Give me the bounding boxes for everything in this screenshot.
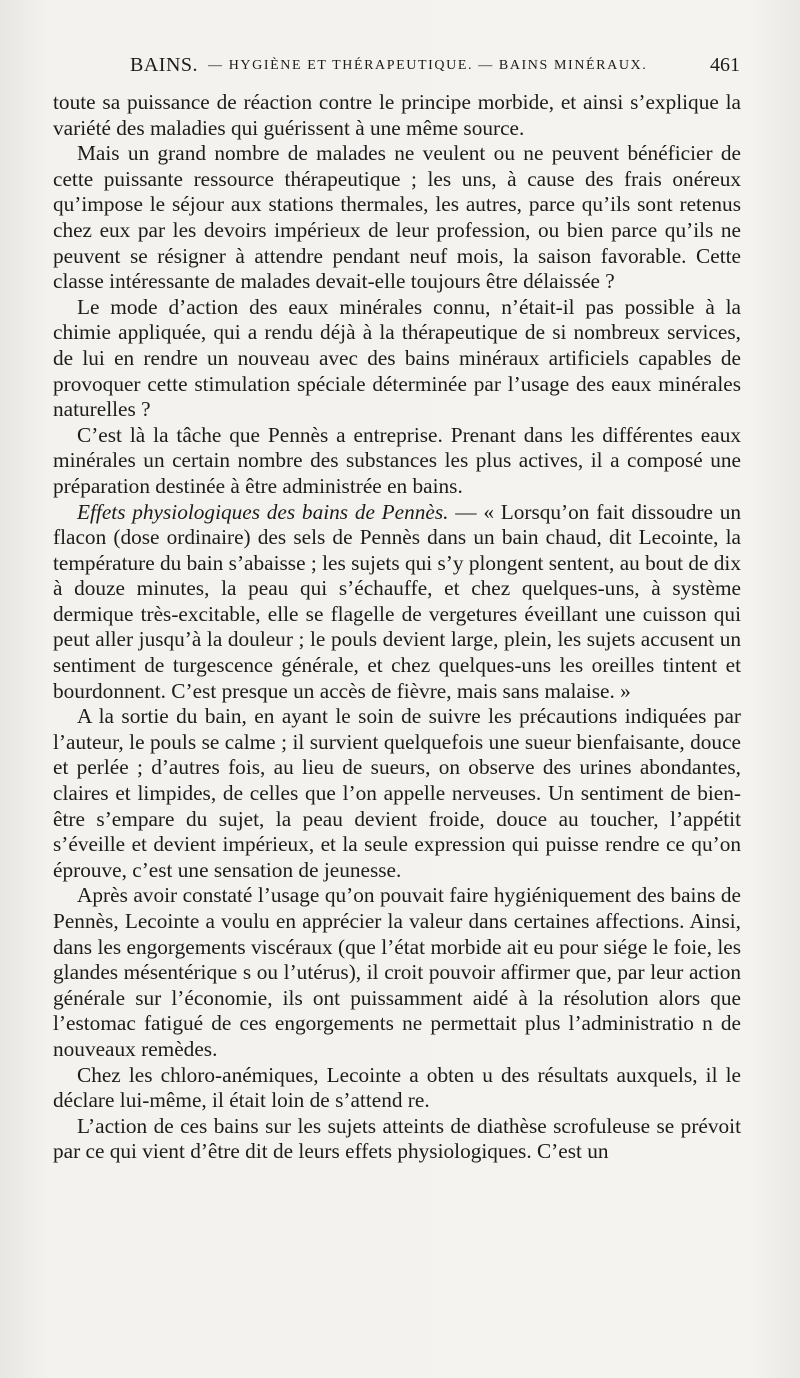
header-subtitle: — HYGIÈNE ET THÉRAPEUTIQUE. — BAINS MINÉRAUX. — [208, 58, 648, 73]
paragraph-6: A la sortie du bain, en ayant le soin de suivre les précautions indiquées par l’auteur, le pouls se calme ; il survient quelquefois une sueur bienfaisante, douce et perlée ; d’autres fois, au lieu de sueurs, on observe des urines abondantes, claires et limpides, de celles que l’on appelle nerveuses. Un sentiment de bien-être s’empare du sujet, la peau devient froide, douce au toucher, l’appétit s’éveille et devient impérieux, et la seule expression qui puisse rendre ce qu’on éprouve, c’est une sensation de jeunesse. — [53, 704, 741, 882]
paragraph-7: Après avoir constaté l’usage qu’on pouvait faire hygiéniquement des bains de Pennès, Lecointe a voulu en apprécier la valeur dans certaines affections. Ainsi, dans les engorgements viscéraux (que l’état morbide ait eu pour siége le foie, les glandes mésentérique s ou l’utérus), il croit pouvoir affirmer que, par leur action générale sur l’économie, ils ont puissamment aidé à la résolution alors que l’estomac fatigué de ces engorgements ne permettait plus l’administratio n de nouveaux remèdes. — [53, 883, 741, 1061]
paragraph-4: C’est là la tâche que Pennès a entreprise. Prenant dans les différentes eaux minérales un certain nombre des substances les plus actives, il a composé une préparation destinée à être administrée en bains. — [53, 422, 741, 498]
paragraph-5-heading: Effets physiologiques des bains de Pennès. — [77, 499, 449, 524]
page-body — [53, 90, 741, 1165]
page-number: 461 — [710, 54, 740, 76]
paragraph-1: toute sa puissance de réaction contre le principe morbide, et ainsi s’explique la variété des maladies qui guérissent à une même source. — [53, 90, 741, 140]
paragraph-3: Le mode d’action des eaux minérales connu, n’était-il pas possible à la chimie appliquée, qui a rendu déjà à la thérapeutique de si nombreux services, de lui en rendre un nouveau avec des bains minéraux artificiels capables de provoquer cette stimulation spéciale déterminée par l’usage des eaux minérales naturelles ? — [53, 294, 741, 422]
paragraph-8: Chez les chloro-anémiques, Lecointe a obten u des résultats auxquels, il le déclare lui-même, il était loin de s’attend re. — [53, 1062, 741, 1113]
paragraph-5-text: — « Lorsqu’on fait dissoudre un flacon (dose ordinaire) des sels de Pennès dans un bain chaud, dit Lecointe, la température du bain s’abaisse ; les sujets qui s’y plongent sentent, au bout de dix à douze minutes, la peau qui s’échauffe, et chez quelques-uns, à système dermique très-excitable, elle se flagelle de vergetures éveillant une cuisson qui peut aller jusqu’à la douleur ; le pouls devient large, plein, les sujets accusent un sentiment de turgescence générale, et chez quelques-uns les oreilles tintent et bourdonnent. C’est presque un accès de fièvre, mais sans malaise. » — [53, 499, 742, 703]
paragraph-2: Mais un grand nombre de malades ne veulent ou ne peuvent bénéficier de cette puissante ressource thérapeutique ; les uns, à cause des frais onéreux qu’impose le séjour aux stations thermales, les autres, parce qu’ils sont retenus chez eux par les devoirs impérieux de leur profession, ou bien parce qu’ils ne peuvent se résigner à attendre pendant neuf mois, la saison favorable. Cette classe intéressante de malades devait-elle toujours être délaissée ? — [53, 141, 741, 294]
paragraph-9: L’action de ces bains sur les sujets atteints de diathèse scrofuleuse se prévoit par ce qui vient d’être dit de leurs effets physiologiques. C’est un — [53, 1113, 741, 1164]
header-section-title: BAINS. — [130, 54, 199, 76]
paragraph-5 — [53, 500, 741, 705]
running-header — [130, 54, 740, 84]
